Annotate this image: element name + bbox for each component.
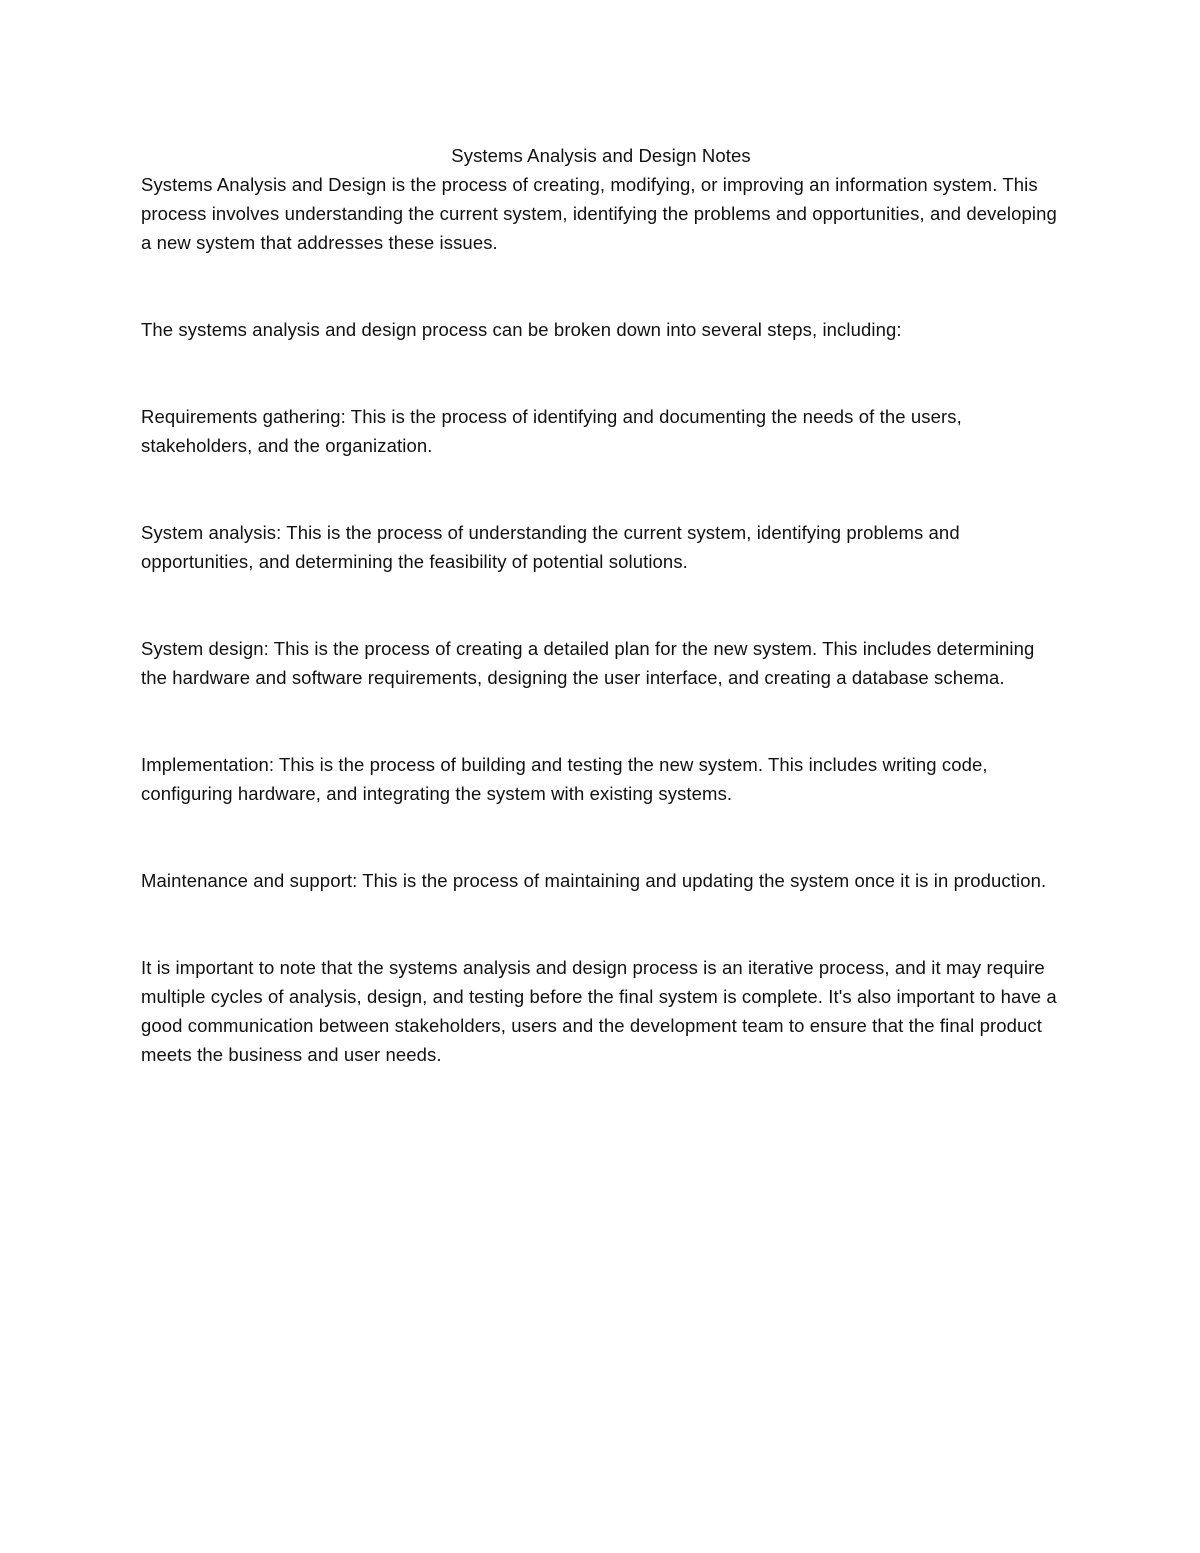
paragraph-system-analysis: System analysis: This is the process of understanding the current system, identifying problems and opportunities, and determining the feasibility of potential solutions. <box>141 522 960 572</box>
paragraph-requirements-gathering: Requirements gathering: This is the process of identifying and documenting the needs of the users, stakeholders, and the organization. <box>141 406 962 456</box>
document-body <box>141 141 1061 1069</box>
paragraph-intro: Systems Analysis and Design is the process of creating, modifying, or improving an information system. This process involves understanding the current system, identifying the problems and opportunities, and developing a new system that addresses these issues. <box>141 174 1057 253</box>
paragraph-steps-intro: The systems analysis and design process can be broken down into several steps, including: <box>141 319 902 340</box>
paragraph-system-design: System design: This is the process of creating a detailed plan for the new system. This includes determining the hardware and software requirements, designing the user interface, and creating a database schema. <box>141 638 1035 688</box>
document-title: Systems Analysis and Design Notes <box>451 145 751 166</box>
paragraph-maintenance-support: Maintenance and support: This is the process of maintaining and updating the system once it is in production. <box>141 870 1047 891</box>
paragraph-conclusion: It is important to note that the systems analysis and design process is an iterative process, and it may require multiple cycles of analysis, design, and testing before the final system is complete. It's also important to have a good communication between stakeholders, users and the development team to ensure that the final product meets the business and user needs. <box>141 957 1057 1065</box>
paragraph-implementation: Implementation: This is the process of building and testing the new system. This includes writing code, configuring hardware, and integrating the system with existing systems. <box>141 754 988 804</box>
